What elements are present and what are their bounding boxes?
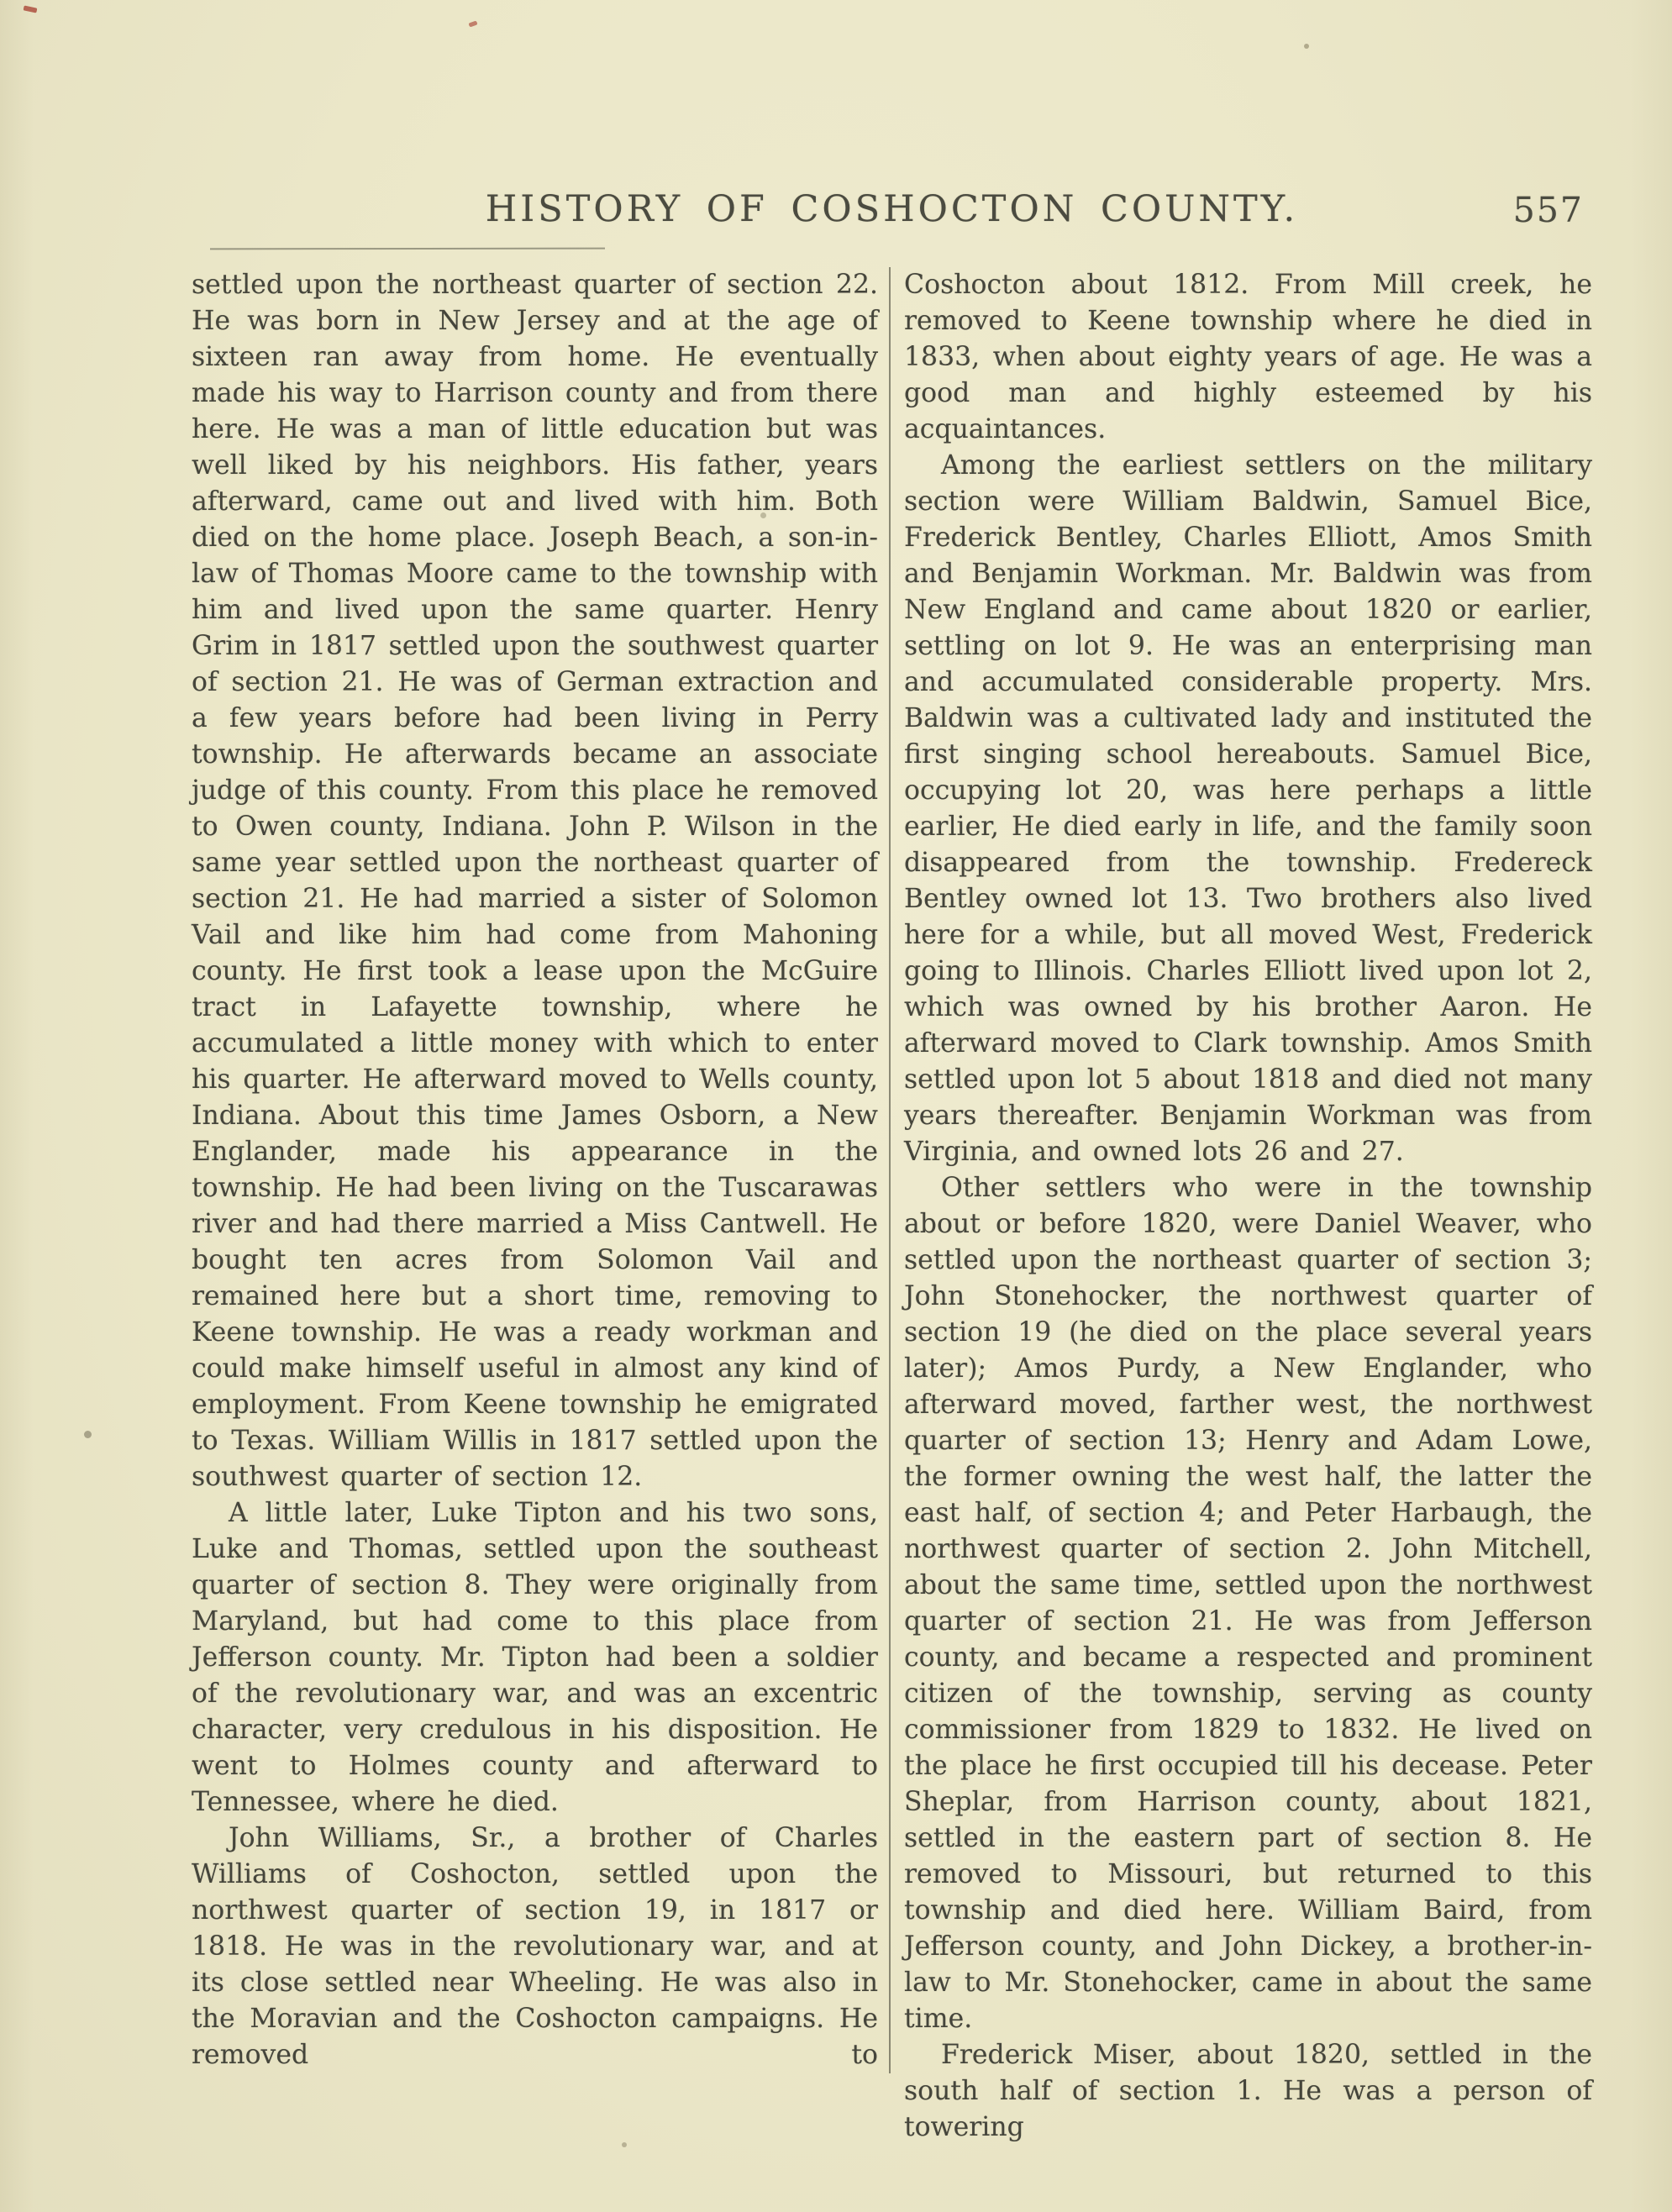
scan-artifact-line — [210, 248, 605, 250]
text-block — [192, 267, 1592, 2146]
page-header — [192, 188, 1592, 239]
page-number: 557 — [1512, 190, 1584, 230]
scan-speck — [24, 5, 38, 13]
paragraph: Frederick Miser, about 1820, settled in the south half of section 1. He was a person of towering — [904, 2040, 1592, 2142]
paragraph: settled upon the northeast quarter of section 22. He was born in New Jersey and at the age of sixteen ran away from home. He eventually made his way to Harrison county and from there here. He was a man of little education but was well liked by his neighbors. His father, years afterward, came out and lived with him. Both died on the home place. Joseph Beach, a son-in-law of Thomas Moore came to the township with him and lived upon the same quarter. Henry Grim in 1817 settled upon the southwest quarter of section 21. He was of German extraction and a few years before had been living in Perry township. He afterwards became an associate judge of this county. From this place he removed to Owen county, Indiana. John P. Wilson in the same year settled upon the northeast quarter of section 21. He had married a sister of Solomon Vail and like him had come from Mahoning county. He first took a lease upon the McGuire tract in Lafayette township, where he accumulated a little money with which to enter his quarter. He afterward moved to Wells county, Indiana. About this time James Osborn, a New Englander, made his appearance in the township. He had been living on the Tuscarawas river and had there married a Miss Cantwell. He bought ten acres from Solomon Vail and remained here but a short time, removing to Keene township. He was a ready workman and could make himself useful in almost any kind of employment. From Keene township he emigrated to Texas. William Willis in 1817 settled upon the southwest quarter of section 12. — [192, 270, 878, 1492]
paragraph: John Williams, Sr., a brother of Charles Williams of Coshocton, settled upon the northwest quarter of section 19, in 1817 or 1818. He was in the revolutionary war, and at its close settled near Wheeling. He was also in the Moravian and the Coshocton campaigns. He removed to — [192, 1823, 878, 2070]
scan-speck — [84, 1431, 92, 1438]
left-column — [192, 267, 878, 2073]
paragraph: Coshocton about 1812. From Mill creek, he removed to Keene township where he died in 1833, when about eighty years of age. He was a good man and highly esteemed by his acquaintances. — [904, 270, 1592, 444]
column-divider — [889, 267, 891, 2073]
paragraph: A little later, Luke Tipton and his two sons, Luke and Thomas, settled upon the southeast quarter of section 8. They were originally from Maryland, but had come to this place from Jefferson county. Mr. Tipton had been a soldier of the revolutionary war, and was an excentric character, very credulous in his disposition. He went to Holmes county and afterward to Tennessee, where he died. — [192, 1498, 878, 1817]
scan-speck — [468, 20, 477, 27]
right-column — [904, 267, 1592, 2146]
scan-speck — [1304, 44, 1309, 49]
paragraph: Among the earliest settlers on the military section were William Baldwin, Samuel Bice, Frederick Bentley, Charles Elliott, Amos Smith and Benjamin Workman. Mr. Baldwin was from New England and came about 1820 or earlier, settling on lot 9. He was an enterprising man and accumulated considerable property. Mrs. Baldwin was a cultivated lady and instituted the first singing school hereabouts. Samuel Bice, occupying lot 20, was here perhaps a little earlier, He died early in life, and the family soon disappeared from the township. Fredereck Bentley owned lot 13. Two brothers also lived here for a while, but all moved West, Frederick going to Illinois. Charles Elliott lived upon lot 2, which was owned by his brother Aaron. He afterward moved to Clark township. Amos Smith settled upon lot 5 about 1818 and died not many years thereafter. Benjamin Workman was from Virginia, and owned lots 26 and 27. — [904, 450, 1592, 1167]
running-head-title: HISTORY OF COSHOCTON COUNTY. — [485, 188, 1299, 230]
paragraph: Other settlers who were in the township about or before 1820, were Daniel Weaver, who settled upon the northeast quarter of section 3; John Stonehocker, the northwest quarter of section 19 (he died on the place several years later); Amos Purdy, a New Englander, who afterward moved, farther west, the northwest quarter of section 13; Henry and Adam Lowe, the former owning the west half, the latter the east half, of section 4; and Peter Harbaugh, the northwest quarter of section 2. John Mitchell, about the same time, settled upon the northwest quarter of section 21. He was from Jefferson county, and became a respected and prominent citizen of the township, serving as county commissioner from 1829 to 1832. He lived on the place he first occupied till his decease. Peter Sheplar, from Harrison county, about 1821, settled in the eastern part of section 8. He removed to Missouri, but returned to this township and died here. William Baird, from Jefferson county, and John Dickey, a brother-in-law to Mr. Stonehocker, came in about the same time. — [904, 1173, 1592, 2034]
